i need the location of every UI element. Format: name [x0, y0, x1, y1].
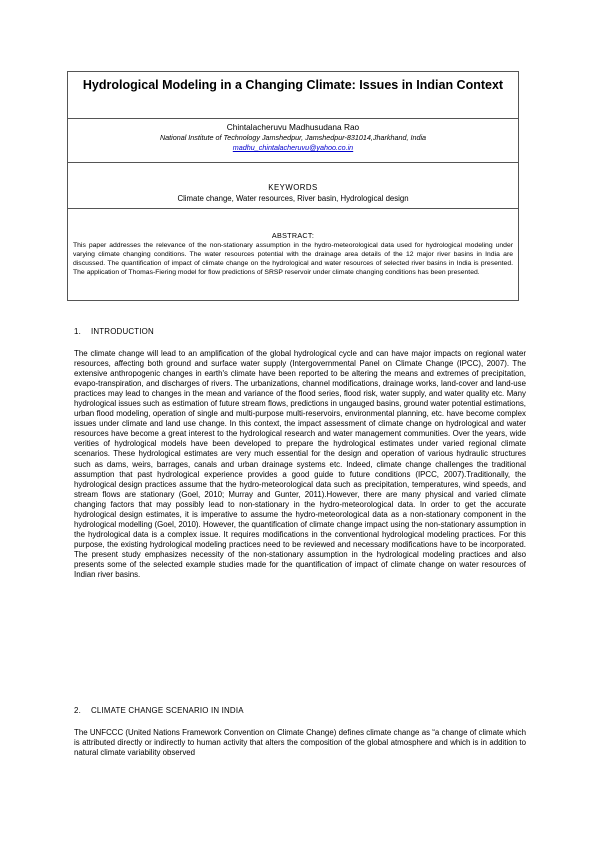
abstract-heading: ABSTRACT: — [271, 231, 315, 240]
section-number: 1. — [74, 327, 81, 336]
abstract-cell — [68, 209, 518, 300]
paper-title: Hydrological Modeling in a Changing Climate: Issues in Indian Context — [82, 78, 504, 92]
author-email-link[interactable]: madhu_chintalacheruvu@yahoo.co.in — [232, 143, 354, 152]
abstract-text: This paper addresses the relevance of the non-stationary assumption in the hydro-meteorological data used for hydrological modeling under varying climate changing conditions. The water resources potential with the drainage area details of the 12 major river basins in India are discussed. The quantification of impact of climate change on the hydrological and water resources of selected river basins in India is presented. The application of Thomas-Fiering model for flow predictions of SRSP reservoir under climate changing conditions has been presented. — [73, 242, 513, 277]
section-heading-climate-change — [74, 706, 244, 715]
keywords-heading: KEYWORDS — [268, 183, 318, 192]
author-name: Chintalacheruvu Madhusudana Rao — [226, 122, 360, 132]
section-heading-introduction — [74, 327, 154, 336]
section-number: 2. — [74, 706, 81, 715]
keywords-cell — [68, 163, 518, 209]
keywords-text: Climate change, Water resources, River basin, Hydrological design — [177, 194, 409, 203]
climate-change-paragraph: The UNFCCC (United Nations Framework Convention on Climate Change) defines climate change as “a change of climate which is attributed directly or indirectly to human activity that alters the composition of the global atmosphere and which is in addition to natural climate variability observed — [74, 728, 526, 758]
section-title: CLIMATE CHANGE SCENARIO IN INDIA — [91, 706, 244, 715]
title-cell — [68, 72, 518, 119]
front-matter-box — [67, 71, 519, 301]
author-cell — [68, 119, 518, 163]
author-affiliation: National Institute of Technology Jamshedpur, Jamshedpur-831014,Jharkhand, India — [159, 133, 427, 142]
section-title: INTRODUCTION — [91, 327, 154, 336]
introduction-paragraph: The climate change will lead to an amplification of the global hydrological cycle and can have major impacts on regional water resources, affecting both ground and surface water supply (Intergovernmental Panel on Climate Change (IPCC), 2007). The extensive anthropogenic changes in earth's climate have been reported to be altering the means and extremes of precipitation, evapo-transpiration, and discharges of rivers. The urbanizations, channel modifications, drainage works, land-cover and land-use practices may lead to changes in the mean and variance of the flood series, flood risk, water supply, and water quality etc. Many hydrological issues such as estimation of future stream flows, predictions in ungauged basins, ground water potential estimations, urban flood modeling, operation of single and multi-purpose multi-reservoirs, environmental planning, etc. have become complex issues under climate and land use change. In this context, the impact assessment of climate change on hydrological and water resources have become a great interest to the hydrological research and water management communities. Over the years, wide verities of hydrological models have been developed to prepare the hydrological estimates under varied regional climate scenarios. These hydrological estimates are very much essential for the design and operation of various hydraulic structures such as dams, weirs, barrages, canals and urban drainage systems etc. Indeed, climate change challenges the traditional assumption that past hydrological experience provides a good guide to future conditions (IPCC, 2007).Traditionally, the hydrological design practices assume that the hydro-meteorological data such as precipitation, temperatures, wind speeds, and stream flows are stationary (Goel, 2010; Murray and Gunter, 2011).However, there are many physical and varied climate changing factors that may possibly lead to non-stationary in the hydro-meteorological data. In order to get the accurate hydrological design estimates, it is imperative to assume the hydro-meteorological data as a non-stationary component in the hydrological modelling (Goel, 2010). However, the quantification of climate change impact using the non-stationary assumption in the hydrological data is a complex issue. It requires modifications in the conventional hydrological modeling practices. For this purpose, the existing hydrological modeling practices need to be reviewed and necessary modifications have to be incorporated. The present study emphasizes necessity of the non-stationary assumption in the hydrological modeling practices and also presents some of the selected example studies made for the quantification of impact of climate change on water resources of Indian river basins. — [74, 349, 526, 580]
